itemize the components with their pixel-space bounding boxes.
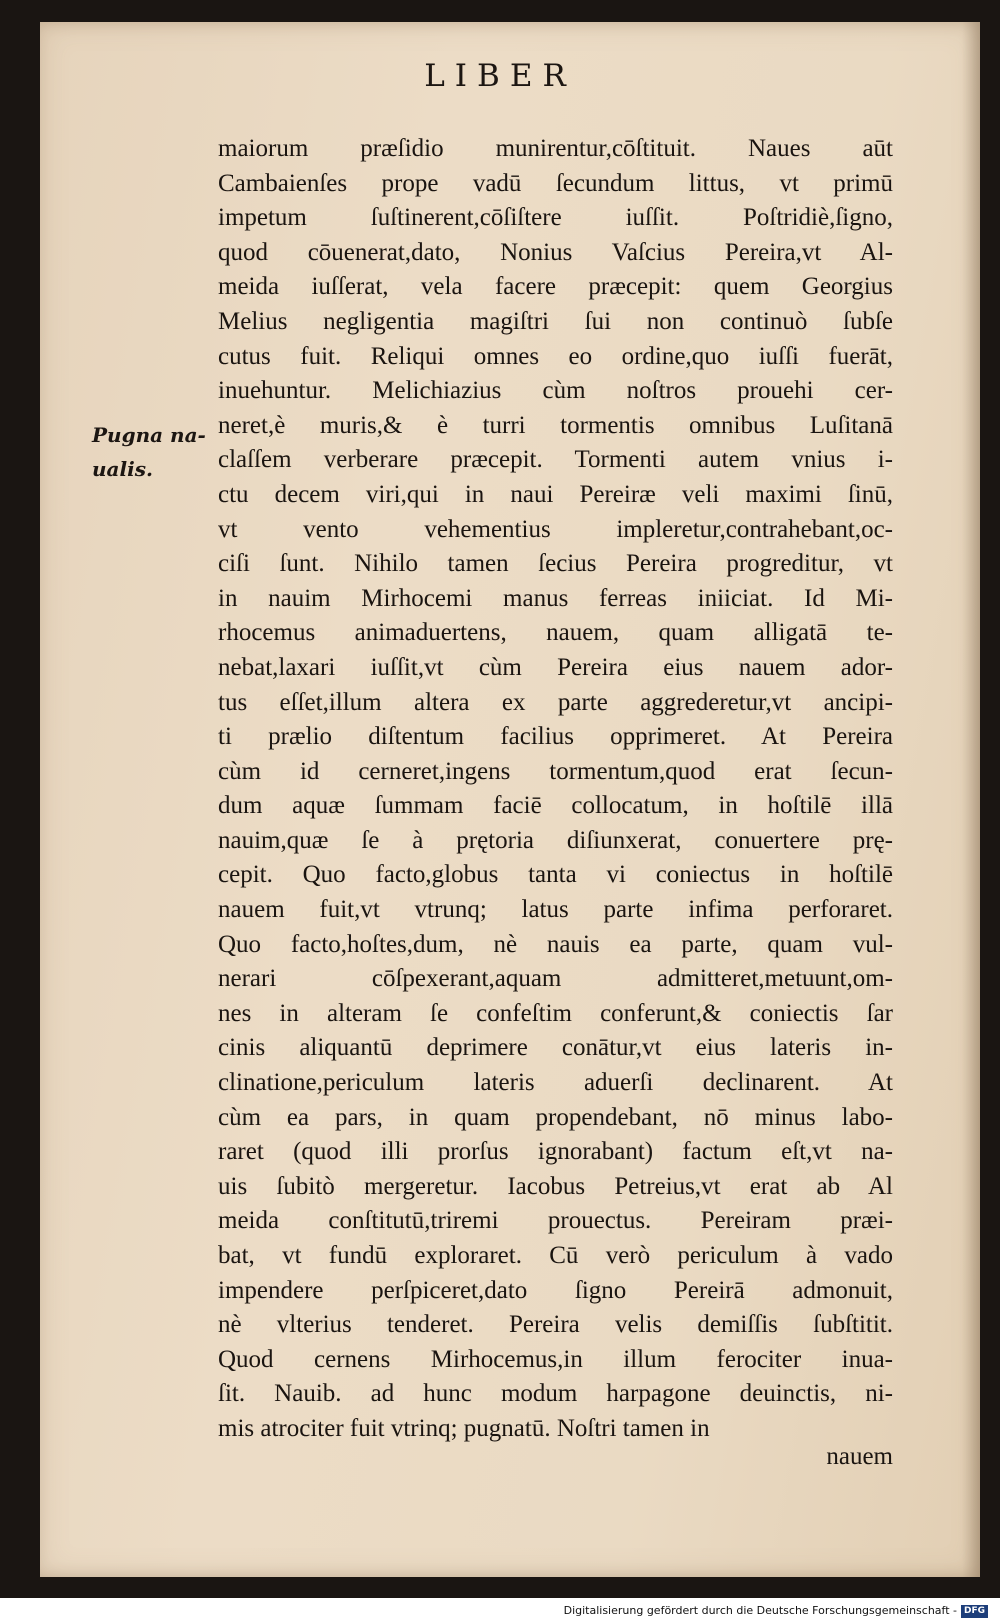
digitization-credit (0, 1600, 988, 1621)
text-line: nerari cōſpexerant,aquam admitteret,metuunt,om- (218, 965, 893, 993)
marginal-note (92, 418, 212, 486)
text-line: raret (quod illi prorſus ignorabant) factum eſt,vt na- (218, 1138, 893, 1166)
page-edge-shadow (962, 22, 980, 1577)
text-line: in nauim Mirhocemi manus ferreas iniiciat. Id Mi- (218, 584, 893, 612)
body-text (218, 132, 893, 1447)
text-line: dum aquæ ſummam faciē collocatum, in hoſtilē illā (218, 792, 893, 820)
text-line: Melius negligentia magiſtri ſui non continuò ſubſe (218, 307, 893, 335)
text-line: bat, vt fundū exploraret. Cū verò periculum à vado (218, 1242, 893, 1269)
text-line: Quo facto,hoſtes,dum, nè nauis ea parte, quam vul- (218, 930, 893, 958)
text-line: maiorum præſidio munirentur,cōſtituit. Naues aūt (218, 135, 893, 162)
text-line: quod cōuenerat,dato, Nonius Vaſcius Pereira,vt Al- (218, 238, 893, 266)
text-line: inuehuntur. Melichiazius cùm noſtros prouehi cer- (218, 377, 893, 405)
text-line: ctu decem viri,qui in naui Pereiræ veli maximi ſinū, (218, 480, 893, 508)
text-line: Quod cernens Mirhocemus,in illum ferociter inua- (218, 1345, 893, 1373)
text-line: ti prælio diſtentum facilius opprimeret. At Pereira (218, 723, 893, 751)
text-line: uis ſubitò mergeretur. Iacobus Petreius,vt erat ab Al (218, 1172, 893, 1200)
text-line: ſit. Nauib. ad hunc modum harpagone deuinctis, ni- (218, 1380, 893, 1408)
text-line: rhocemus animaduertens, nauem, quam alligatā te- (218, 619, 893, 647)
text-line: vt vento vehementius impleretur,contrahebant,oc- (218, 515, 893, 543)
text-line: cutus fuit. Reliqui omnes eo ordine,quo iuſſi fuerāt, (218, 342, 893, 370)
text-line: cùm id cerneret,ingens tormentum,quod erat ſecun- (218, 757, 893, 785)
text-line: cinis aliquantū deprimere conātur,vt eius lateris in- (218, 1034, 893, 1062)
text-line: cepit. Quo facto,globus tanta vi coniectus in hoſtilē (218, 861, 893, 889)
marginal-note-line: ualis. (92, 457, 153, 481)
text-line: cùm ea pars, in quam propendebant, nō minus labo- (218, 1103, 893, 1131)
text-line: nauem fuit,vt vtrunq; latus parte infima perforaret. (218, 896, 893, 924)
text-line: neret,è muris,& è turri tormentis omnibus Luſitanā (218, 411, 893, 439)
text-line: nebat,laxari iuſſit,vt cùm Pereira eius nauem ador- (218, 653, 893, 681)
text-line: tus eſſet,illum altera ex parte aggrederetur,vt ancipi- (218, 688, 893, 716)
text-line: impendere perſpiceret,dato ſigno Pereirā admonuit, (218, 1276, 893, 1304)
credit-text: Digitalisierung gefördert durch die Deutsche Forschungsgemeinschaft - (563, 1604, 957, 1617)
text-line: nè vlterius tenderet. Pereira velis demiſſis ſubſtitit. (218, 1311, 893, 1339)
text-line: claſſem verberare præcepit. Tormenti autem vnius i- (218, 446, 893, 474)
marginal-note-line: Pugna na- (92, 423, 206, 447)
text-line: mis atrociter fuit vtrinq; pugnatū. Noſtri tamen in (218, 1414, 710, 1442)
text-line: Cambaienſes prope vadū ſecundum littus, vt primū (218, 169, 893, 197)
text-line: clinatione,periculum lateris aduerſi declinarent. At (218, 1069, 893, 1097)
text-line: meida conſtitutū,triremi prouectus. Pereiram præi- (218, 1207, 893, 1235)
catchword: nauem (826, 1443, 893, 1470)
text-line: nauim,quæ ſe à prętoria diſiunxerat, conuertere prę- (218, 826, 893, 854)
dfg-logo: DFG (961, 1605, 988, 1618)
running-head: LIBER (424, 58, 576, 94)
text-line: ciſi ſunt. Nihilo tamen ſecius Pereira progreditur, vt (218, 550, 893, 578)
text-line: meida iuſſerat, vela facere præcepit: quem Georgius (218, 273, 893, 301)
text-line: nes in alteram ſe confeſtim conferunt,& coniectis ſar (218, 999, 893, 1027)
text-line: impetum ſuſtinerent,cōſiſtere iuſſit. Poſtridiè,ſigno, (218, 204, 893, 232)
